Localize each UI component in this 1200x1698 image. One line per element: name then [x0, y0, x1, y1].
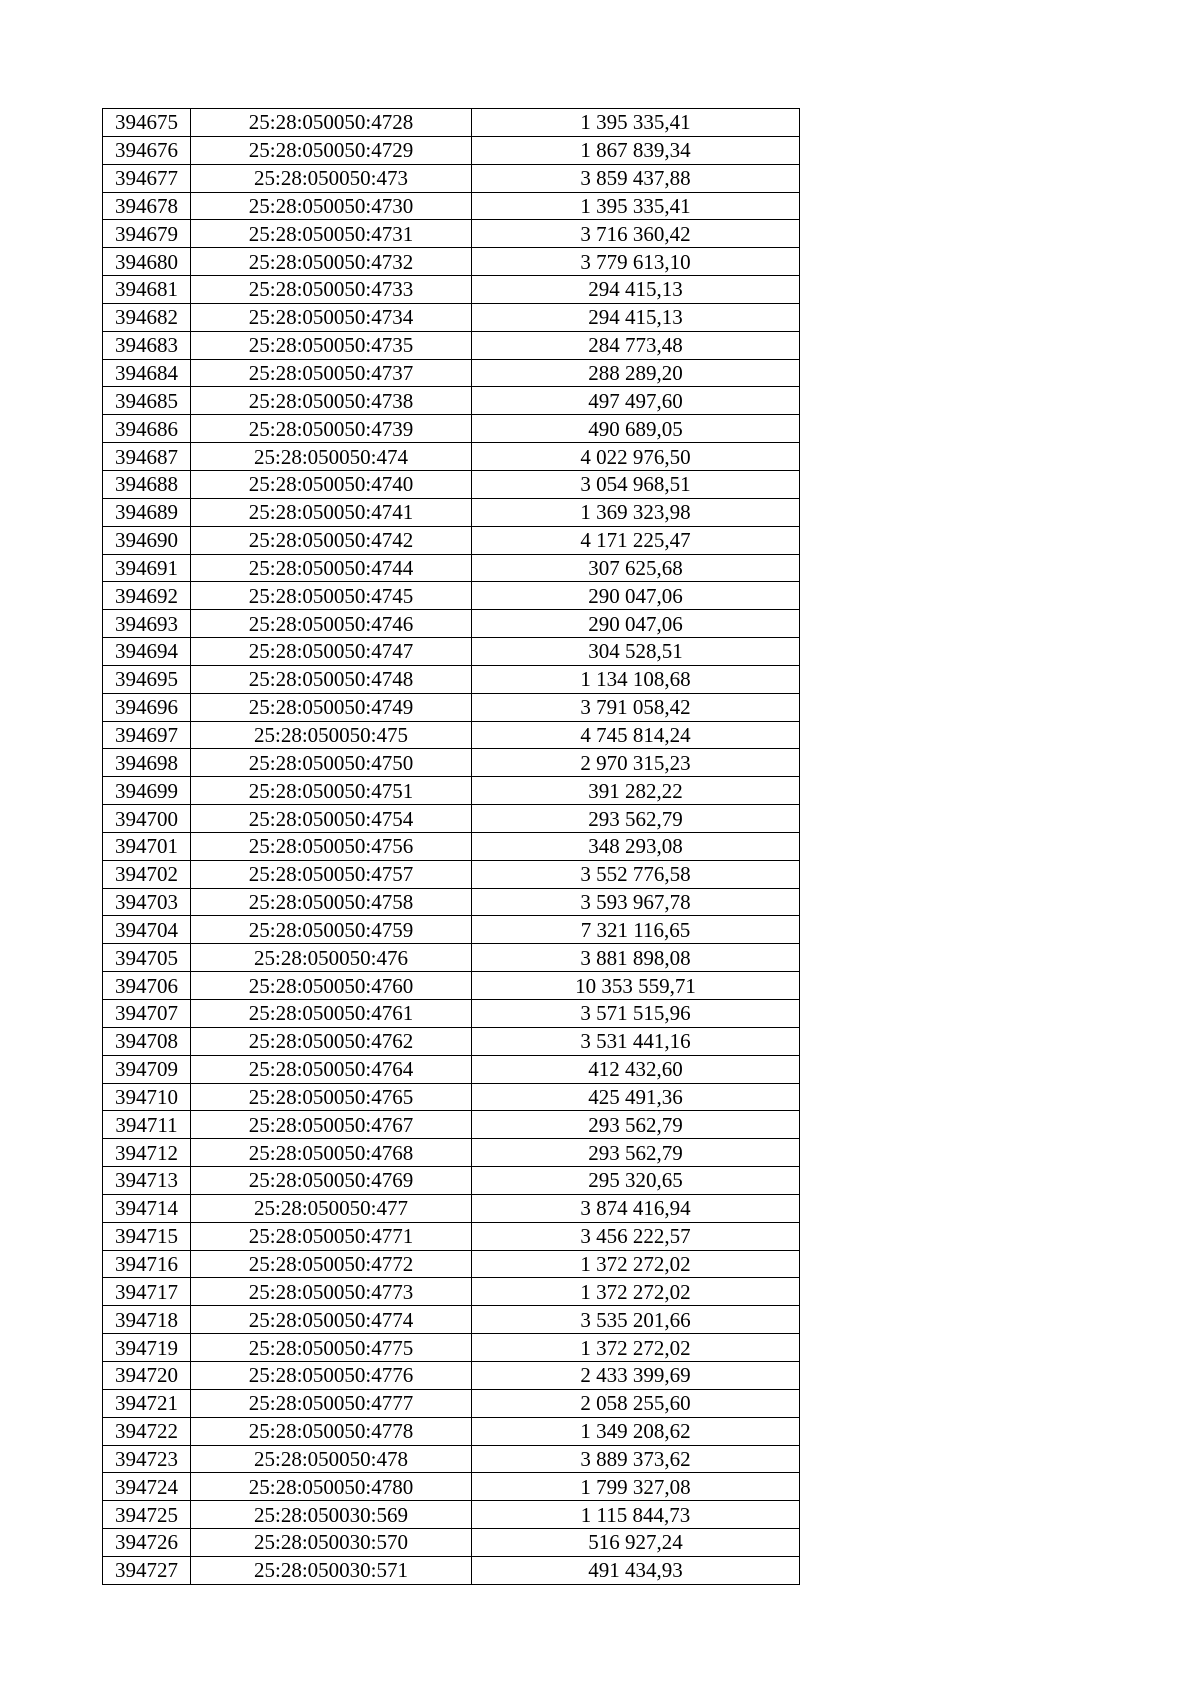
- table-row: [103, 164, 800, 192]
- table-row: [103, 443, 800, 471]
- cadastral-number-cell: 25:28:050050:4738: [191, 387, 472, 415]
- value-cell: 1 867 839,34: [472, 136, 800, 164]
- table-row: [103, 1278, 800, 1306]
- row-number-cell: 394719: [103, 1334, 191, 1362]
- cadastral-number-cell: 25:28:050050:4746: [191, 610, 472, 638]
- value-cell: 293 562,79: [472, 1111, 800, 1139]
- table-row: [103, 1167, 800, 1195]
- value-cell: 1 372 272,02: [472, 1278, 800, 1306]
- row-number-cell: 394683: [103, 331, 191, 359]
- row-number-cell: 394695: [103, 665, 191, 693]
- table-body: [103, 109, 800, 1585]
- cadastral-number-cell: 25:28:050050:4773: [191, 1278, 472, 1306]
- table-row: [103, 944, 800, 972]
- row-number-cell: 394700: [103, 805, 191, 833]
- row-number-cell: 394687: [103, 443, 191, 471]
- table-row: [103, 192, 800, 220]
- table-row: [103, 554, 800, 582]
- row-number-cell: 394701: [103, 832, 191, 860]
- value-cell: 10 353 559,71: [472, 972, 800, 1000]
- cadastral-number-cell: 25:28:050050:4735: [191, 331, 472, 359]
- table-row: [103, 1250, 800, 1278]
- cadastral-number-cell: 25:28:050050:4729: [191, 136, 472, 164]
- table-row: [103, 1306, 800, 1334]
- row-number-cell: 394727: [103, 1556, 191, 1584]
- table-row: [103, 109, 800, 137]
- table-row: [103, 526, 800, 554]
- value-cell: 4 022 976,50: [472, 443, 800, 471]
- cadastral-number-cell: 25:28:050050:4751: [191, 777, 472, 805]
- value-cell: 2 970 315,23: [472, 749, 800, 777]
- cadastral-number-cell: 25:28:050050:4737: [191, 359, 472, 387]
- cadastral-number-cell: 25:28:050050:4754: [191, 805, 472, 833]
- row-number-cell: 394692: [103, 582, 191, 610]
- row-number-cell: 394690: [103, 526, 191, 554]
- cadastral-number-cell: 25:28:050050:4778: [191, 1417, 472, 1445]
- cadastral-number-cell: 25:28:050050:4777: [191, 1389, 472, 1417]
- cadastral-number-cell: 25:28:050050:476: [191, 944, 472, 972]
- row-number-cell: 394699: [103, 777, 191, 805]
- cadastral-number-cell: 25:28:050050:473: [191, 164, 472, 192]
- value-cell: 1 799 327,08: [472, 1473, 800, 1501]
- row-number-cell: 394677: [103, 164, 191, 192]
- cadastral-number-cell: 25:28:050050:4780: [191, 1473, 472, 1501]
- row-number-cell: 394704: [103, 916, 191, 944]
- row-number-cell: 394726: [103, 1529, 191, 1557]
- cadastral-number-cell: 25:28:050050:4759: [191, 916, 472, 944]
- cadastral-number-cell: 25:28:050050:4741: [191, 498, 472, 526]
- table-row: [103, 1389, 800, 1417]
- row-number-cell: 394678: [103, 192, 191, 220]
- cadastral-number-cell: 25:28:050050:4776: [191, 1361, 472, 1389]
- value-cell: 3 552 776,58: [472, 860, 800, 888]
- row-number-cell: 394712: [103, 1139, 191, 1167]
- table-row: [103, 721, 800, 749]
- table-row: [103, 1027, 800, 1055]
- value-cell: 3 779 613,10: [472, 248, 800, 276]
- value-cell: 2 058 255,60: [472, 1389, 800, 1417]
- table-row: [103, 665, 800, 693]
- row-number-cell: 394706: [103, 972, 191, 1000]
- value-cell: 293 562,79: [472, 805, 800, 833]
- cadastral-number-cell: 25:28:050050:4740: [191, 470, 472, 498]
- row-number-cell: 394681: [103, 276, 191, 304]
- cadastral-number-cell: 25:28:050050:4734: [191, 303, 472, 331]
- value-cell: 1 115 844,73: [472, 1501, 800, 1529]
- cadastral-number-cell: 25:28:050050:4748: [191, 665, 472, 693]
- table-row: [103, 1111, 800, 1139]
- cadastral-number-cell: 25:28:050050:477: [191, 1194, 472, 1222]
- table-row: [103, 749, 800, 777]
- table-row: [103, 1361, 800, 1389]
- value-cell: 412 432,60: [472, 1055, 800, 1083]
- cadastral-number-cell: 25:28:050050:4742: [191, 526, 472, 554]
- row-number-cell: 394713: [103, 1167, 191, 1195]
- cadastral-number-cell: 25:28:050050:4771: [191, 1222, 472, 1250]
- table-row: [103, 276, 800, 304]
- row-number-cell: 394725: [103, 1501, 191, 1529]
- value-cell: 3 859 437,88: [472, 164, 800, 192]
- cadastral-number-cell: 25:28:050050:4772: [191, 1250, 472, 1278]
- table-row: [103, 1556, 800, 1584]
- table-row: [103, 888, 800, 916]
- value-cell: 3 054 968,51: [472, 470, 800, 498]
- table-row: [103, 387, 800, 415]
- value-cell: 1 369 323,98: [472, 498, 800, 526]
- value-cell: 3 791 058,42: [472, 693, 800, 721]
- value-cell: 391 282,22: [472, 777, 800, 805]
- row-number-cell: 394723: [103, 1445, 191, 1473]
- value-cell: 491 434,93: [472, 1556, 800, 1584]
- value-cell: 294 415,13: [472, 303, 800, 331]
- table-row: [103, 1083, 800, 1111]
- value-cell: 1 372 272,02: [472, 1250, 800, 1278]
- value-cell: 304 528,51: [472, 638, 800, 666]
- row-number-cell: 394680: [103, 248, 191, 276]
- cadastral-number-cell: 25:28:050050:4758: [191, 888, 472, 916]
- row-number-cell: 394716: [103, 1250, 191, 1278]
- row-number-cell: 394702: [103, 860, 191, 888]
- cadastral-number-cell: 25:28:050030:571: [191, 1556, 472, 1584]
- value-cell: 3 571 515,96: [472, 1000, 800, 1028]
- cadastral-number-cell: 25:28:050050:4762: [191, 1027, 472, 1055]
- value-cell: 295 320,65: [472, 1167, 800, 1195]
- row-number-cell: 394705: [103, 944, 191, 972]
- value-cell: 3 456 222,57: [472, 1222, 800, 1250]
- table-row: [103, 1194, 800, 1222]
- table-row: [103, 860, 800, 888]
- cadastral-number-cell: 25:28:050050:4744: [191, 554, 472, 582]
- cadastral-number-cell: 25:28:050050:4769: [191, 1167, 472, 1195]
- cadastral-number-cell: 25:28:050030:569: [191, 1501, 472, 1529]
- value-cell: 1 395 335,41: [472, 192, 800, 220]
- value-cell: 3 535 201,66: [472, 1306, 800, 1334]
- row-number-cell: 394711: [103, 1111, 191, 1139]
- value-cell: 1 134 108,68: [472, 665, 800, 693]
- value-cell: 290 047,06: [472, 582, 800, 610]
- table-row: [103, 470, 800, 498]
- cadastral-number-cell: 25:28:050050:4761: [191, 1000, 472, 1028]
- cadastral-number-cell: 25:28:050050:4728: [191, 109, 472, 137]
- row-number-cell: 394715: [103, 1222, 191, 1250]
- row-number-cell: 394724: [103, 1473, 191, 1501]
- table-row: [103, 805, 800, 833]
- value-cell: 1 395 335,41: [472, 109, 800, 137]
- table-row: [103, 832, 800, 860]
- row-number-cell: 394708: [103, 1027, 191, 1055]
- cadastral-number-cell: 25:28:050050:4732: [191, 248, 472, 276]
- row-number-cell: 394696: [103, 693, 191, 721]
- table-row: [103, 972, 800, 1000]
- row-number-cell: 394676: [103, 136, 191, 164]
- row-number-cell: 394675: [103, 109, 191, 137]
- table-row: [103, 220, 800, 248]
- row-number-cell: 394721: [103, 1389, 191, 1417]
- table-row: [103, 610, 800, 638]
- row-number-cell: 394693: [103, 610, 191, 638]
- value-cell: 490 689,05: [472, 415, 800, 443]
- cadastral-number-cell: 25:28:050030:570: [191, 1529, 472, 1557]
- value-cell: 516 927,24: [472, 1529, 800, 1557]
- value-cell: 293 562,79: [472, 1139, 800, 1167]
- row-number-cell: 394679: [103, 220, 191, 248]
- value-cell: 497 497,60: [472, 387, 800, 415]
- row-number-cell: 394709: [103, 1055, 191, 1083]
- cadastral-number-cell: 25:28:050050:475: [191, 721, 472, 749]
- table-row: [103, 136, 800, 164]
- cadastral-number-cell: 25:28:050050:4767: [191, 1111, 472, 1139]
- cadastral-number-cell: 25:28:050050:4775: [191, 1334, 472, 1362]
- table-row: [103, 1445, 800, 1473]
- table-row: [103, 1000, 800, 1028]
- table-row: [103, 1334, 800, 1362]
- value-cell: 284 773,48: [472, 331, 800, 359]
- table-row: [103, 777, 800, 805]
- table-row: [103, 582, 800, 610]
- row-number-cell: 394685: [103, 387, 191, 415]
- cadastral-number-cell: 25:28:050050:4768: [191, 1139, 472, 1167]
- row-number-cell: 394722: [103, 1417, 191, 1445]
- cadastral-number-cell: 25:28:050050:4765: [191, 1083, 472, 1111]
- table-row: [103, 693, 800, 721]
- value-cell: 3 593 967,78: [472, 888, 800, 916]
- cadastral-number-cell: 25:28:050050:4747: [191, 638, 472, 666]
- table-row: [103, 303, 800, 331]
- table-row: [103, 1055, 800, 1083]
- value-cell: 3 874 416,94: [472, 1194, 800, 1222]
- value-cell: 4 745 814,24: [472, 721, 800, 749]
- value-cell: 4 171 225,47: [472, 526, 800, 554]
- row-number-cell: 394689: [103, 498, 191, 526]
- row-number-cell: 394703: [103, 888, 191, 916]
- value-cell: 7 321 116,65: [472, 916, 800, 944]
- value-cell: 1 349 208,62: [472, 1417, 800, 1445]
- cadastral-number-cell: 25:28:050050:4739: [191, 415, 472, 443]
- cadastral-number-cell: 25:28:050050:474: [191, 443, 472, 471]
- data-table: [102, 108, 800, 1585]
- cadastral-number-cell: 25:28:050050:4749: [191, 693, 472, 721]
- table-row: [103, 1139, 800, 1167]
- cadastral-number-cell: 25:28:050050:4730: [191, 192, 472, 220]
- row-number-cell: 394697: [103, 721, 191, 749]
- row-number-cell: 394682: [103, 303, 191, 331]
- row-number-cell: 394707: [103, 1000, 191, 1028]
- row-number-cell: 394714: [103, 1194, 191, 1222]
- table-row: [103, 1529, 800, 1557]
- cadastral-number-cell: 25:28:050050:4731: [191, 220, 472, 248]
- table-row: [103, 498, 800, 526]
- value-cell: 1 372 272,02: [472, 1334, 800, 1362]
- cadastral-number-cell: 25:28:050050:4733: [191, 276, 472, 304]
- row-number-cell: 394691: [103, 554, 191, 582]
- value-cell: 348 293,08: [472, 832, 800, 860]
- table-row: [103, 248, 800, 276]
- value-cell: 2 433 399,69: [472, 1361, 800, 1389]
- value-cell: 290 047,06: [472, 610, 800, 638]
- value-cell: 294 415,13: [472, 276, 800, 304]
- cadastral-number-cell: 25:28:050050:4757: [191, 860, 472, 888]
- table-row: [103, 638, 800, 666]
- table-row: [103, 415, 800, 443]
- row-number-cell: 394720: [103, 1361, 191, 1389]
- value-cell: 288 289,20: [472, 359, 800, 387]
- row-number-cell: 394718: [103, 1306, 191, 1334]
- table-row: [103, 331, 800, 359]
- table-row: [103, 1222, 800, 1250]
- table-row: [103, 1417, 800, 1445]
- row-number-cell: 394698: [103, 749, 191, 777]
- cadastral-number-cell: 25:28:050050:4756: [191, 832, 472, 860]
- cadastral-number-cell: 25:28:050050:4745: [191, 582, 472, 610]
- cadastral-number-cell: 25:28:050050:4760: [191, 972, 472, 1000]
- table-row: [103, 1501, 800, 1529]
- cadastral-number-cell: 25:28:050050:4764: [191, 1055, 472, 1083]
- cadastral-number-cell: 25:28:050050:478: [191, 1445, 472, 1473]
- value-cell: 307 625,68: [472, 554, 800, 582]
- row-number-cell: 394684: [103, 359, 191, 387]
- row-number-cell: 394688: [103, 470, 191, 498]
- value-cell: 3 881 898,08: [472, 944, 800, 972]
- value-cell: 3 716 360,42: [472, 220, 800, 248]
- cadastral-number-cell: 25:28:050050:4750: [191, 749, 472, 777]
- table-row: [103, 359, 800, 387]
- row-number-cell: 394717: [103, 1278, 191, 1306]
- row-number-cell: 394686: [103, 415, 191, 443]
- row-number-cell: 394694: [103, 638, 191, 666]
- value-cell: 425 491,36: [472, 1083, 800, 1111]
- row-number-cell: 394710: [103, 1083, 191, 1111]
- table-row: [103, 916, 800, 944]
- cadastral-number-cell: 25:28:050050:4774: [191, 1306, 472, 1334]
- value-cell: 3 531 441,16: [472, 1027, 800, 1055]
- value-cell: 3 889 373,62: [472, 1445, 800, 1473]
- table-row: [103, 1473, 800, 1501]
